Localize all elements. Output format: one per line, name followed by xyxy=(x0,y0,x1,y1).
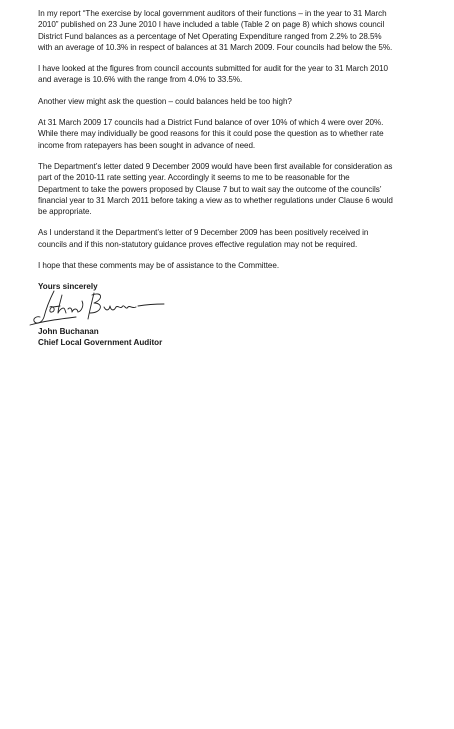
closing-salutation: Yours sincerely xyxy=(38,282,98,292)
letter-paragraph-3: Another view might ask the question – could balances held be too high? xyxy=(38,96,292,106)
signatory-name: John Buchanan xyxy=(38,327,99,337)
letter-paragraph-2: I have looked at the figures from council accounts submitted for audit for the year to 31 March 2010 and average is 10.6% with the range from 4.0% to 33.5%. xyxy=(38,64,388,85)
letter-paragraph-5: The Department’s letter dated 9 December 2009 would have been first available for consideration as part of the 2010-11 rate setting year. Accordingly it seems to me to be reasonable for the Department to take the powers proposed by Clause 7 but to wait say the outcome of the councils’ financial year to 31 March 2011 before taking a view as to whether regulations under Clause 6 would be appropriate. xyxy=(38,161,393,217)
handwritten-signature xyxy=(38,289,198,327)
signatory-title: Chief Local Government Auditor xyxy=(38,337,163,347)
signature-image xyxy=(24,285,174,331)
letter-paragraph-6: As I understand it the Department’s letter of 9 December 2009 has been positively received in councils and if this non-statutory guidance proves effective regulation may not be required. xyxy=(38,228,369,249)
letter-body xyxy=(38,8,443,348)
letter-paragraph-4: At 31 March 2009 17 councils had a District Fund balance of over 10% of which 4 were over 20%. While there may individually be good reasons for this it could pose the question as to whether rate income from ratepayers has been sought in advance of need. xyxy=(38,118,384,150)
letter-paragraph-7: I hope that these comments may be of assistance to the Committee. xyxy=(38,261,280,271)
letter-paragraph-1: In my report “The exercise by local government auditors of their functions – in the year to 31 March 2010” published on 23 June 2010 I have included a table (Table 2 on page 8) which shows council District Fund balances as a percentage of Net Operating Expenditure ranged from 2.2% to 28.5% with an average of 10.3% in respect of balances at 31 March 2009. Four councils had below the 5%. xyxy=(38,9,393,52)
